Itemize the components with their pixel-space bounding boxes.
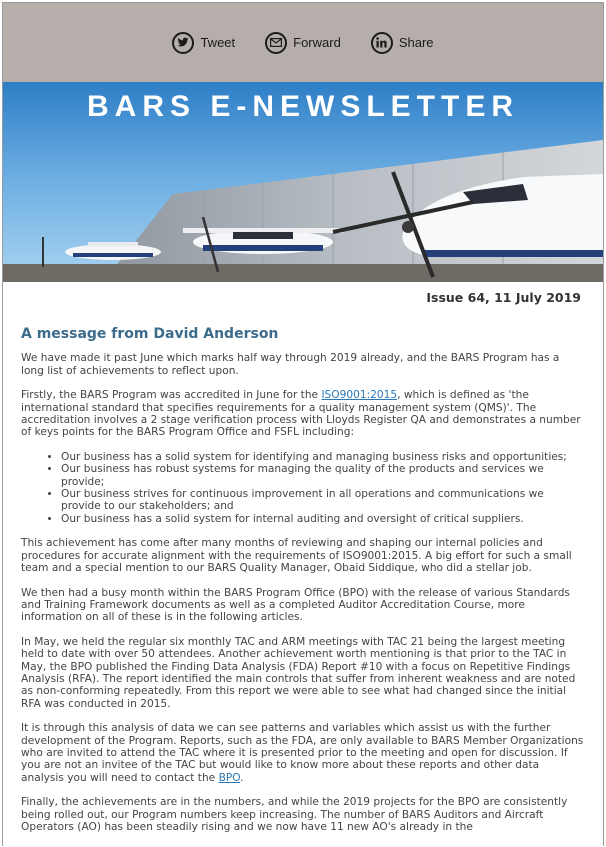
linkedin-icon	[371, 32, 393, 54]
share-label: Share	[398, 35, 434, 50]
text-segment: .	[240, 771, 244, 784]
list-item: • Our business has robust systems for managing the quality of the products and services we provide;	[61, 463, 585, 488]
article-body	[3, 328, 603, 833]
iso9001-link[interactable]: ISO9001:2015	[321, 389, 398, 402]
twitter-icon	[172, 32, 194, 54]
paragraph-data-analysis	[21, 722, 585, 784]
paragraph-alignment: This achievement has come after many months of reviewing and shaping our internal policies and procedures for accurate alignment with the requirements of ISO9001:2015. A big effort for such a small team and a special mention to our BARS Quality Manager, Obaid Siddique, who did a stellar job.	[21, 537, 572, 575]
list-item: • Our business strives for continuous improvement in all operations and communications we provide to our stakeholders; and	[61, 488, 585, 513]
tweet-button[interactable]	[172, 32, 235, 54]
achievement-list	[21, 451, 585, 525]
paragraph-intro: We have made it past June which marks half way through 2019 already, and the BARS Program has a long list of achievements to reflect upon.	[21, 352, 560, 377]
forward-label: Forward	[293, 35, 341, 50]
paragraph-numbers: Finally, the achievements are in the numbers, and while the 2019 projects for the BPO are consistently being rolled out, our Program numbers keep increasing. The number of BARS Auditors and Aircraft Operators (AO) has been steadily rising and we now have 11 new AO's already in the	[21, 796, 568, 833]
paragraph-accreditation	[21, 389, 585, 439]
newsletter-title: BARS E-NEWSLETTER	[87, 90, 519, 123]
issue-date: Issue 64, 11 July 2019	[426, 290, 581, 305]
paragraph-bpo-month: We then had a busy month within the BARS Program Office (BPO) with the release of various Standards and Training Framework documents as well as a completed Auditor Accreditation Course, more information on all of these is in the following articles.	[21, 586, 570, 624]
bpo-contact-link[interactable]: BPO	[218, 771, 241, 784]
text-segment: It is through this analysis of data we can see patterns and variables which assist us with the further development of the Program. Reports, such as the FDA, are only available to BARS Member Organizations who are invited to attend the TAC where it is presented prior to the meeting and open for discussion. If you are not an invitee of the TAC but would like to know more about these reports and other data analysis you will need to contact the	[21, 722, 584, 784]
list-item: • Our business has a solid system for internal auditing and oversight of critical suppliers.	[61, 513, 585, 525]
text-segment: , which is defined as 'the international standard that specifies requirements for a quality management system (QMS)'. The accreditation involves a 2 stage verification process with Lloyds Register QA and demonstrates a number of keys points for the BARS Program Office and FSFL including:	[21, 389, 581, 439]
tweet-label: Tweet	[200, 35, 236, 50]
share-bar	[3, 3, 603, 82]
text-segment: Firstly, the BARS Program was accredited in June for the	[21, 389, 322, 402]
article-heading: A message from David Anderson	[21, 326, 279, 342]
header-banner	[3, 82, 603, 282]
newsletter-frame	[2, 2, 604, 846]
list-item: • Our business has a solid system for identifying and managing business risks and opportunities;	[61, 451, 585, 463]
envelope-icon	[265, 32, 287, 54]
paragraph-tac-meetings: In May, we held the regular six monthly TAC and ARM meetings with TAC 21 being the largest meeting held to date with over 50 attendees. Another achievement worth mentioning is that prior to the TAC in May, the BPO published the Finding Data Analysis (FDA) Report #10 with a focus on Repetitive Findings Analysis (RFA). The report identified the main controls that suffer from inherent weakness and are noted as non-conforming repeatedly. From this report we were able to see what had changed since the initial RFA was conducted in 2015.	[21, 635, 576, 710]
forward-button[interactable]	[265, 32, 341, 54]
linkedin-share-button[interactable]	[371, 32, 434, 54]
